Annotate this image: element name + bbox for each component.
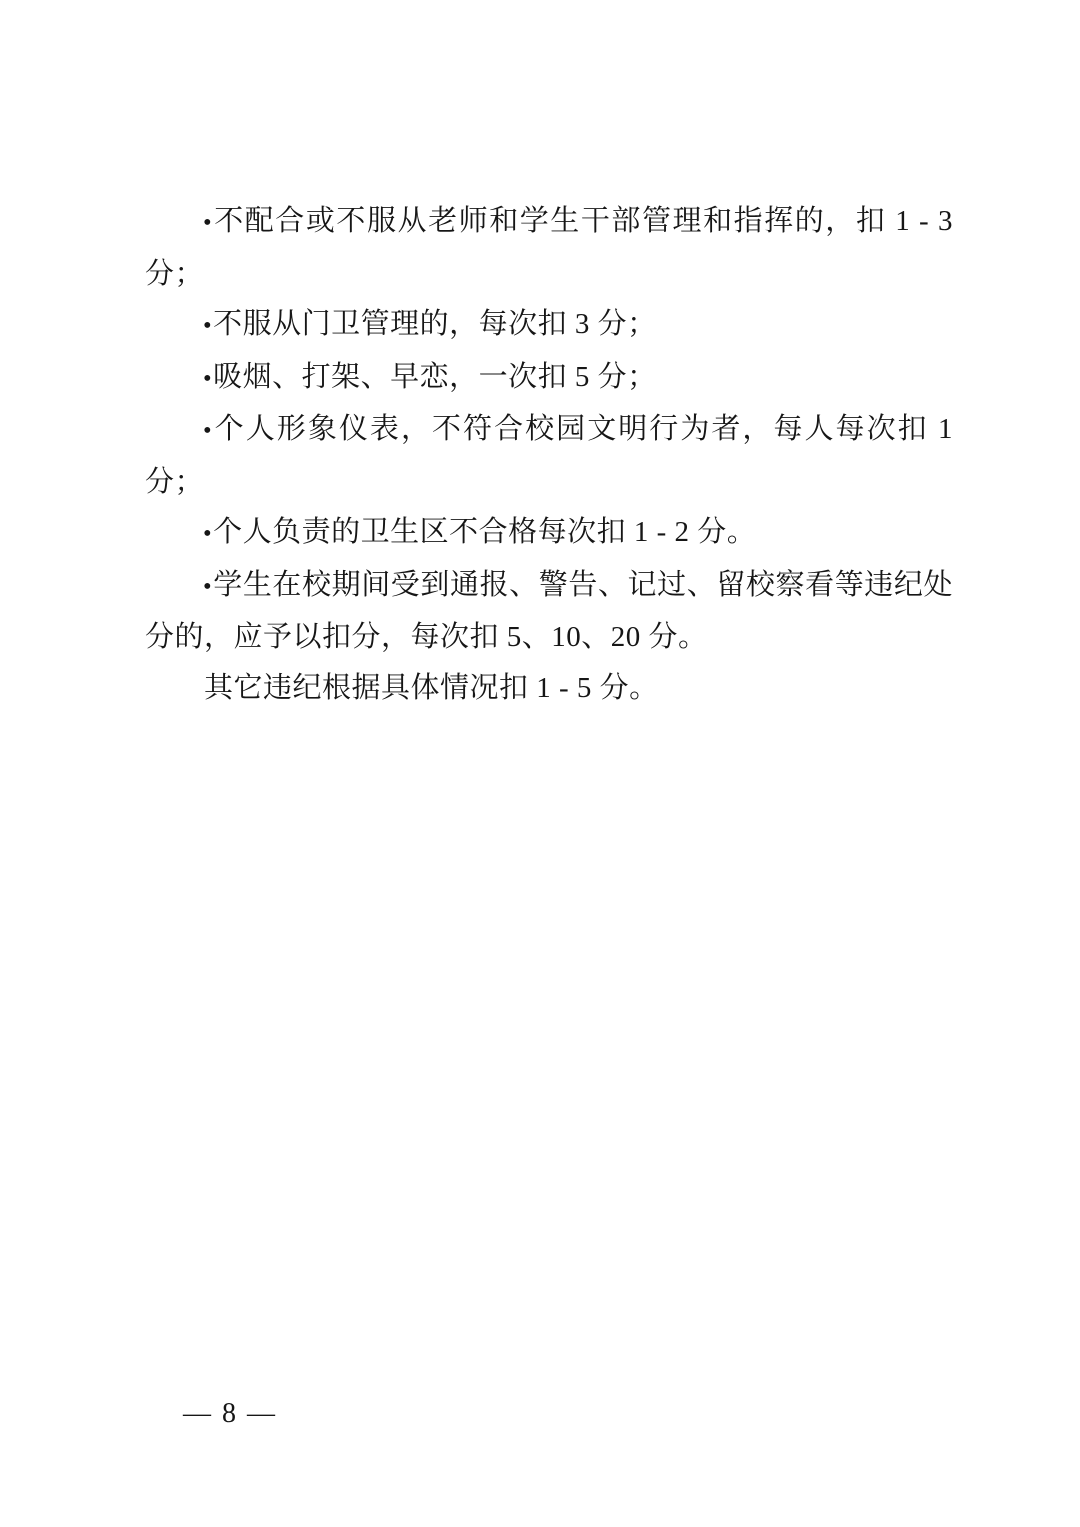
bullet-icon: • (203, 209, 213, 236)
paragraph (145, 352, 953, 405)
paragraph (145, 196, 953, 299)
paragraph-text: 不配合或不服从老师和学生干部管理和指挥的，扣 1 - 3 分； (145, 205, 953, 290)
paragraph-text: 不服从门卫管理的，每次扣 3 分； (213, 308, 657, 340)
bullet-icon: • (203, 417, 213, 444)
paragraph (145, 507, 953, 560)
bullet-icon: • (203, 364, 213, 392)
paragraph (145, 404, 953, 507)
bullet-icon: • (203, 572, 213, 600)
paragraph (145, 299, 953, 352)
paragraph (145, 663, 953, 716)
bullet-icon: • (203, 312, 213, 339)
paragraph (145, 560, 953, 663)
paragraph-text: 个人负责的卫生区不合格每次扣 1 - 2 分。 (213, 516, 757, 548)
bullet-icon: • (203, 520, 213, 547)
page-number: — 8 — (183, 1398, 277, 1429)
text-block (145, 196, 953, 715)
paragraph-text: 个人形象仪表，不符合校园文明行为者，每人每次扣 1 分； (145, 413, 953, 498)
paragraph-text: 吸烟、打架、早恋，一次扣 5 分； (213, 360, 657, 393)
paragraph-text: 其它违纪根据具体情况扣 1 - 5 分。 (204, 671, 659, 704)
paragraph-text: 学生在校期间受到通报、警告、记过、留校察看等违纪处分的，应予以扣分，每次扣 5、10、20 分。 (145, 568, 953, 653)
